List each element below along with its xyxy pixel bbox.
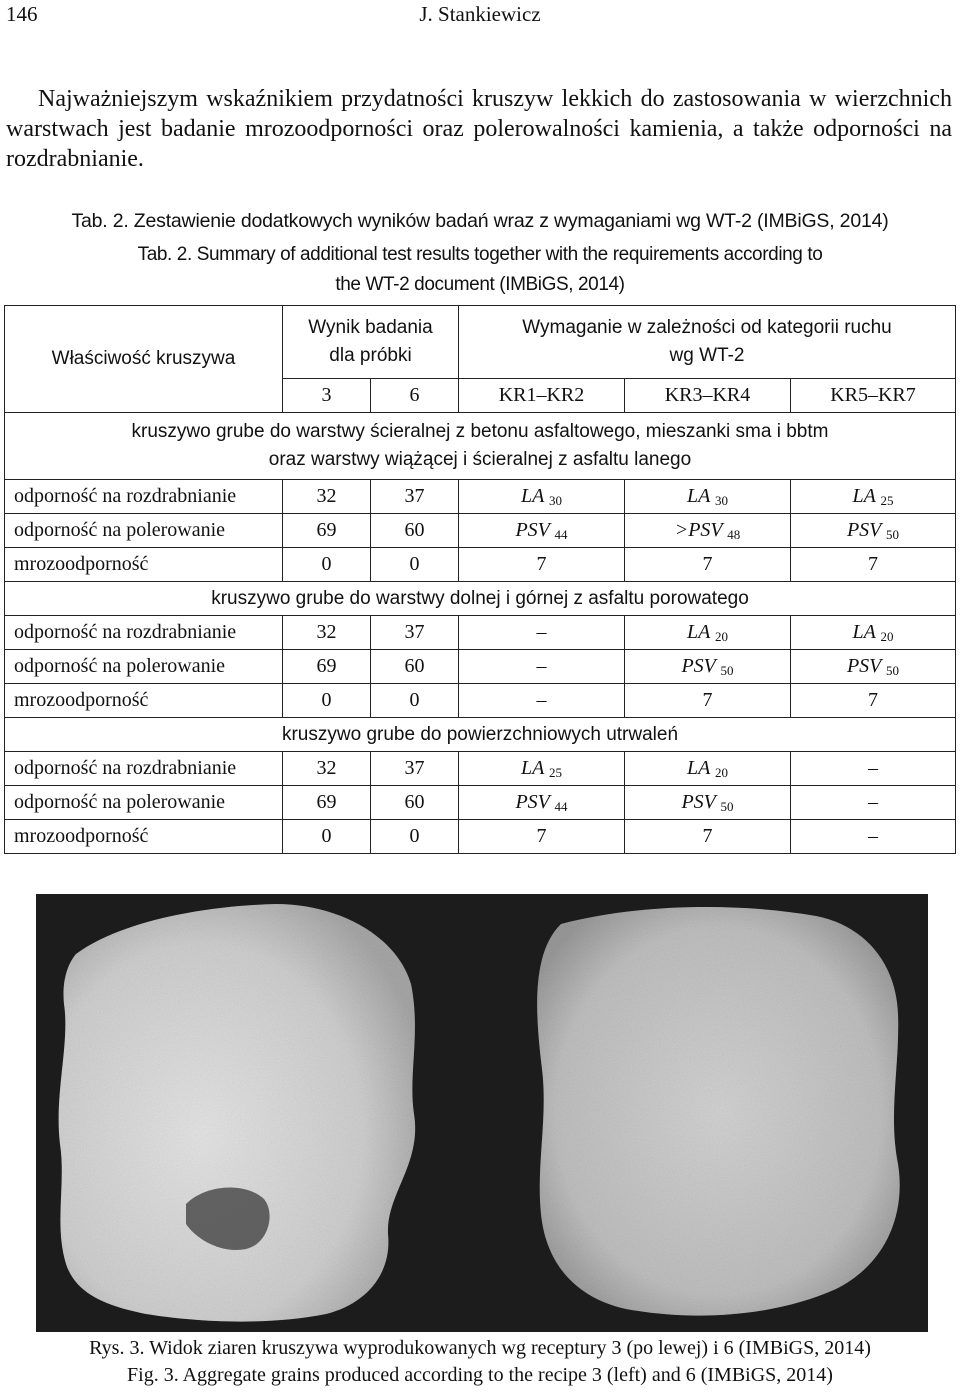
sample-6-value: 60 (371, 786, 459, 820)
requirement-symbol (703, 689, 713, 711)
section-row (5, 413, 956, 480)
requirement-kr12 (459, 480, 625, 514)
requirement-symbol-text: – (536, 689, 547, 711)
page-number: 146 (6, 2, 38, 26)
property-cell: mrozoodporność (5, 684, 283, 718)
requirement-symbol (687, 757, 728, 779)
requirement-subscript: 30 (548, 492, 562, 508)
table-row (5, 616, 956, 650)
sample-3-value: 32 (283, 480, 371, 514)
requirement-symbol (537, 553, 547, 575)
sample-6-value: 0 (371, 684, 459, 718)
requirement-symbol (687, 485, 728, 507)
property-cell: odporność na rozdrabnianie (5, 480, 283, 514)
requirement-symbol-text: – (868, 825, 878, 847)
section-title (5, 582, 956, 616)
intro-text: Najważniejszym wskaźnikiem przydatności kruszyw lekkich do zastosowania w wierzchnich warstwach jest badanie mrozoodporności oraz polerowalności kamienia, a także odporności na rozdrabnianie. (6, 86, 952, 172)
property-cell: odporność na polerowanie (5, 786, 283, 820)
requirement-subscript: 48 (727, 526, 741, 542)
header-result (283, 306, 459, 379)
requirement-kr12 (459, 548, 625, 582)
table-caption-en (0, 240, 960, 300)
requirement-symbol-text: – (536, 621, 547, 643)
section-title-line1: kruszywo grube do warstwy dolnej i górnej z asfaltu porowatego (211, 587, 749, 609)
sample-3-value: 0 (283, 548, 371, 582)
requirement-subscript: 50 (720, 798, 734, 814)
requirement-kr34 (625, 684, 791, 718)
section-row (5, 582, 956, 616)
requirement-symbol (515, 519, 567, 541)
property-cell: odporność na rozdrabnianie (5, 752, 283, 786)
requirement-symbol (703, 825, 713, 847)
sample-3-value: 0 (283, 820, 371, 854)
requirement-symbol-text: – (536, 655, 547, 677)
table-caption-en-line2: the WT-2 document (IMBiGS, 2014) (335, 274, 625, 295)
sample-3-value: 0 (283, 684, 371, 718)
requirement-kr34 (625, 616, 791, 650)
requirement-kr57 (791, 548, 956, 582)
section-title (5, 718, 956, 752)
requirement-kr57 (791, 752, 956, 786)
requirement-kr57 (791, 786, 956, 820)
sample-3-value: 69 (283, 650, 371, 684)
requirement-kr34 (625, 820, 791, 854)
requirement-subscript: 44 (554, 798, 568, 814)
requirement-symbol-text: >PSV (674, 518, 723, 541)
requirement-kr57 (791, 684, 956, 718)
table-row (5, 820, 956, 854)
requirement-kr34 (625, 548, 791, 582)
requirement-symbol (868, 757, 878, 779)
header-requirement (459, 306, 956, 379)
requirement-kr57 (791, 480, 956, 514)
requirement-kr34 (625, 786, 791, 820)
figure-caption-en: Fig. 3. Aggregate grains produced according to the recipe 3 (left) and 6 (IMBiGS, 2014) (127, 1364, 833, 1386)
subheader-sample-3: 3 (283, 379, 371, 413)
subheader-kr1-kr2: KR1–KR2 (459, 379, 625, 413)
requirement-subscript: 44 (554, 526, 568, 542)
requirement-symbol-text: 7 (702, 825, 713, 847)
requirement-subscript: 30 (714, 492, 728, 508)
header-requirement-line2: wg WT-2 (669, 345, 745, 366)
requirement-symbol (703, 553, 713, 575)
requirement-symbol (537, 825, 547, 847)
table-row (5, 650, 956, 684)
sample-6-value: 0 (371, 548, 459, 582)
section-title-line1: kruszywo grube do powierzchniowych utrwaleń (281, 723, 679, 745)
requirement-kr57 (791, 650, 956, 684)
requirement-symbol-text: 7 (868, 553, 878, 575)
requirement-subscript: 50 (720, 662, 734, 678)
grain-right (537, 907, 900, 1316)
requirement-symbol-text: 7 (536, 825, 547, 847)
requirement-subscript: 20 (714, 764, 728, 780)
requirement-kr12 (459, 650, 625, 684)
requirement-kr12 (459, 786, 625, 820)
property-cell: odporność na polerowanie (5, 514, 283, 548)
sample-6-value: 0 (371, 820, 459, 854)
property-cell: odporność na polerowanie (5, 650, 283, 684)
requirement-kr57 (791, 514, 956, 548)
requirement-symbol (537, 655, 547, 677)
sample-3-value: 32 (283, 752, 371, 786)
requirement-kr34 (625, 650, 791, 684)
requirement-subscript: 25 (548, 764, 562, 780)
sample-3-value: 69 (283, 514, 371, 548)
requirement-kr57 (791, 616, 956, 650)
requirement-symbol (681, 791, 733, 813)
requirement-symbol-text: 7 (868, 689, 878, 711)
requirement-kr57 (791, 820, 956, 854)
header-result-line1: Wynik badania (308, 317, 433, 338)
subheader-sample-6: 6 (371, 379, 459, 413)
requirement-symbol (521, 757, 562, 779)
requirement-symbol-text: PSV (846, 518, 882, 541)
requirement-kr34 (625, 480, 791, 514)
header-requirement-line1: Wymaganie w zależności od kategorii ruchu (522, 317, 892, 338)
table-caption-pl: Tab. 2. Zestawienie dodatkowych wyników badań wraz z wymaganiami wg WT-2 (IMBiGS, 2014) (71, 210, 889, 232)
requirement-symbol (853, 621, 894, 643)
requirement-symbol (847, 519, 899, 541)
requirement-symbol-text: PSV (681, 790, 716, 813)
requirement-symbol-text: – (868, 791, 878, 813)
intro-paragraph (6, 84, 952, 174)
sample-6-value: 60 (371, 650, 459, 684)
section-title (5, 413, 956, 480)
requirement-symbol-text: 7 (702, 553, 713, 575)
table-row (5, 480, 956, 514)
header-result-line2: dla próbki (329, 345, 412, 366)
requirement-symbol (868, 689, 878, 711)
requirement-symbol-text: LA (521, 756, 544, 779)
requirement-kr12 (459, 752, 625, 786)
requirement-symbol-text: – (868, 757, 878, 779)
table-caption-en-line1: Tab. 2. Summary of additional test results together with the requirements according to (137, 244, 823, 265)
table-header-row (5, 306, 956, 379)
sample-6-value: 37 (371, 480, 459, 514)
requirement-kr12 (459, 820, 625, 854)
requirement-symbol-text: LA (687, 484, 710, 507)
section-row (5, 718, 956, 752)
requirement-symbol (853, 485, 894, 507)
sample-6-value: 37 (371, 752, 459, 786)
property-cell: odporność na rozdrabnianie (5, 616, 283, 650)
requirement-symbol (521, 485, 562, 507)
results-table (4, 305, 956, 854)
section-title-line1: kruszywo grube do warstwy ścieralnej z betonu asfaltowego, mieszanki sma i bbtm (131, 421, 829, 442)
aggregate-grains-photo (36, 894, 928, 1332)
table-row (5, 684, 956, 718)
page-header (0, 0, 960, 30)
header-property: Właściwość kruszywa (5, 306, 283, 413)
requirement-symbol (847, 655, 899, 677)
requirement-subscript: 20 (880, 628, 894, 644)
requirement-symbol-text: LA (852, 484, 876, 507)
figure-caption-pl: Rys. 3. Widok ziaren kruszywa wyprodukowanych wg receptury 3 (po lewej) i 6 (IMBiGS, 2014) (89, 1337, 871, 1359)
running-head-author: J. Stankiewicz (419, 2, 541, 26)
table-row (5, 786, 956, 820)
requirement-symbol (868, 553, 878, 575)
requirement-symbol-text: PSV (681, 654, 716, 677)
subheader-kr5-kr7: KR5–KR7 (791, 379, 956, 413)
requirement-kr34 (625, 752, 791, 786)
requirement-symbol-text: LA (687, 620, 710, 643)
requirement-symbol-text: LA (687, 756, 710, 779)
requirement-symbol (868, 825, 878, 847)
sample-3-value: 69 (283, 786, 371, 820)
table-row (5, 514, 956, 548)
grains-image (36, 894, 928, 1332)
requirement-symbol (515, 791, 567, 813)
requirement-subscript: 50 (886, 526, 900, 542)
requirement-symbol (537, 689, 547, 711)
requirement-symbol-text: PSV (515, 790, 550, 813)
requirement-symbol-text: LA (852, 620, 876, 643)
requirement-symbol-text: 7 (536, 553, 547, 575)
requirement-symbol-text: PSV (846, 654, 882, 677)
subheader-kr3-kr4: KR3–KR4 (625, 379, 791, 413)
requirement-subscript: 20 (714, 628, 728, 644)
requirement-kr34 (625, 514, 791, 548)
requirement-subscript: 50 (886, 662, 900, 678)
requirement-symbol-text: 7 (702, 689, 713, 711)
grain-left (59, 904, 416, 1322)
property-cell: mrozoodporność (5, 820, 283, 854)
requirement-kr12 (459, 684, 625, 718)
section-title-line2: oraz warstwy wiążącej i ścieralnej z asfaltu lanego (268, 449, 692, 470)
requirement-symbol (687, 621, 728, 643)
requirement-symbol (868, 791, 878, 813)
sample-6-value: 37 (371, 616, 459, 650)
requirement-symbol (675, 519, 741, 541)
sample-3-value: 32 (283, 616, 371, 650)
requirement-subscript: 25 (880, 492, 894, 508)
requirement-kr12 (459, 616, 625, 650)
table-row (5, 548, 956, 582)
requirement-symbol (681, 655, 733, 677)
requirement-symbol (537, 621, 547, 643)
requirement-symbol-text: LA (521, 484, 544, 507)
sample-6-value: 60 (371, 514, 459, 548)
table-row (5, 752, 956, 786)
requirement-symbol-text: PSV (515, 518, 550, 541)
property-cell: mrozoodporność (5, 548, 283, 582)
requirement-kr12 (459, 514, 625, 548)
